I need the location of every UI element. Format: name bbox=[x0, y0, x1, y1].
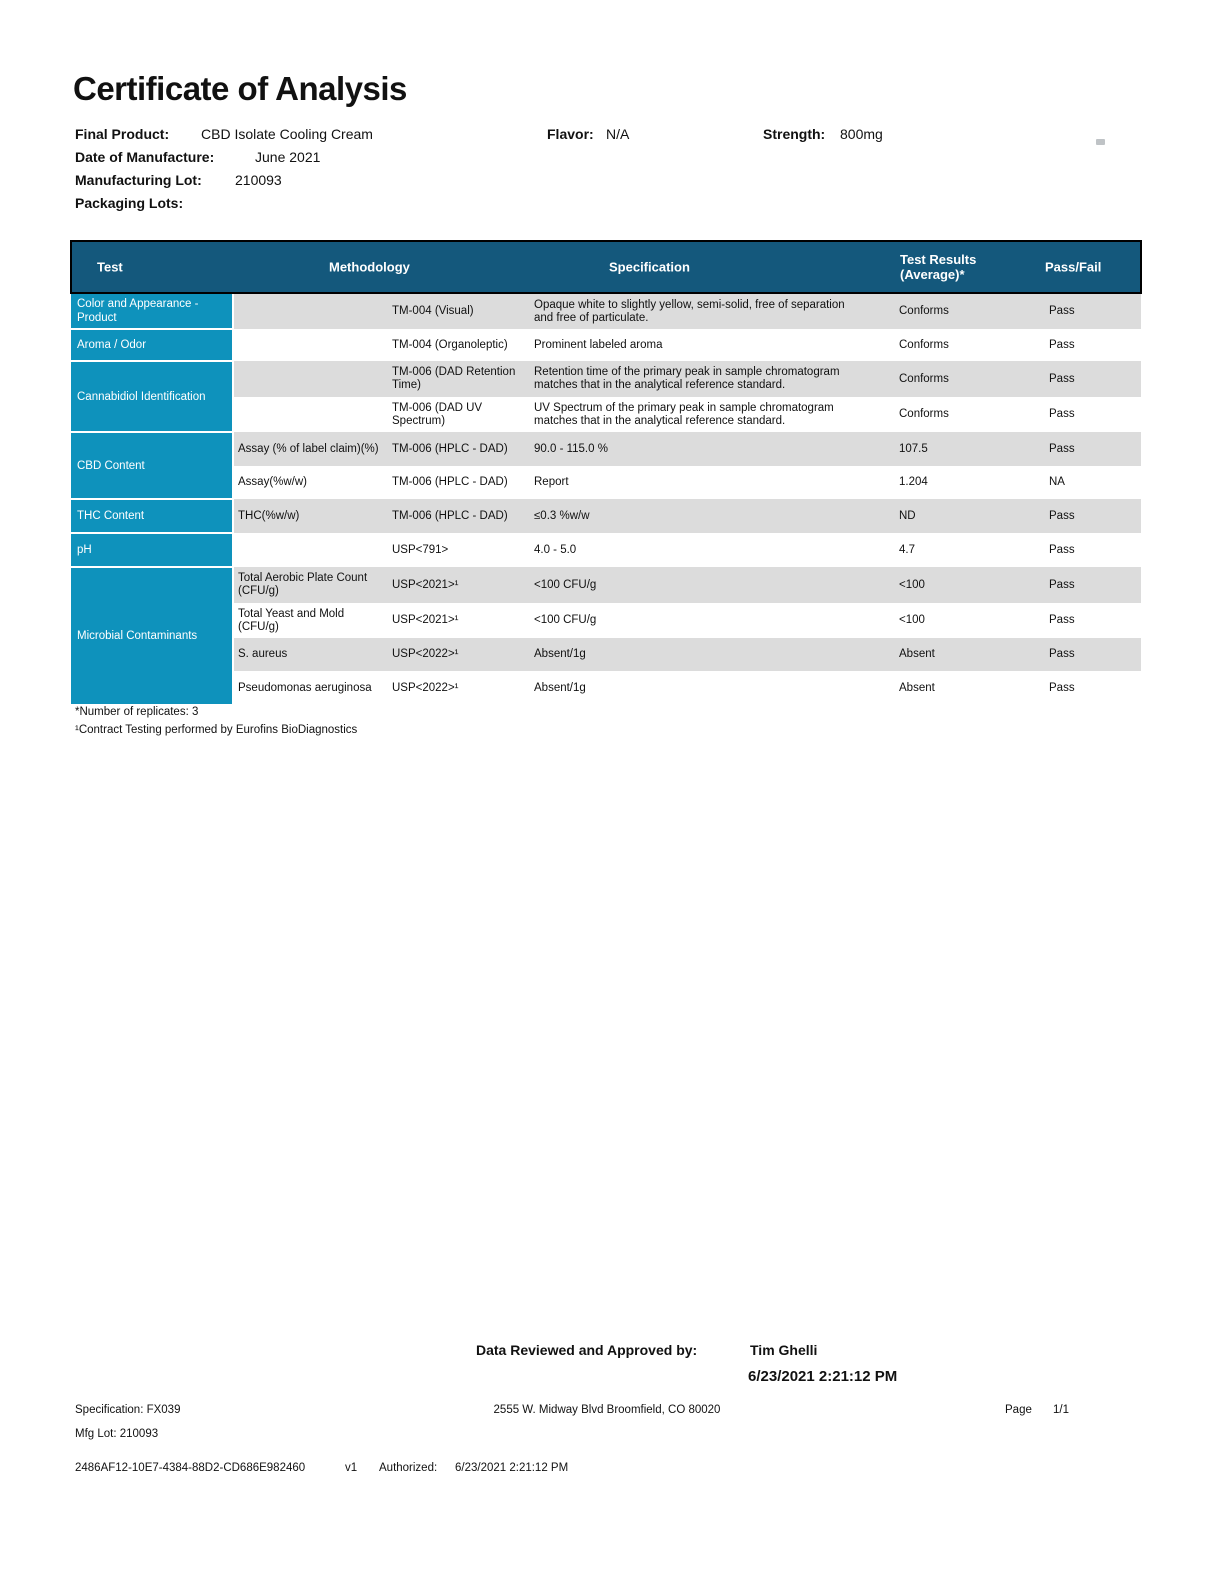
pass-fail-cell: Pass bbox=[1049, 338, 1075, 351]
sub-test-cell bbox=[233, 533, 389, 567]
result-cell: <100 bbox=[896, 567, 1041, 603]
sub-test-cell: Total Aerobic Plate Count (CFU/g) bbox=[233, 567, 389, 603]
result-cell: Absent bbox=[896, 638, 1041, 671]
specification-cell: Prominent labeled aroma bbox=[534, 338, 663, 351]
pass-fail-cell: Pass bbox=[1049, 408, 1075, 420]
methodology-cell: TM-004 (Visual) bbox=[389, 293, 531, 329]
methodology-cell: USP<791> bbox=[392, 543, 449, 556]
sub-test-cell: Assay (% of label claim)(%) bbox=[233, 432, 389, 466]
test-group-label: Aroma / Odor bbox=[71, 329, 233, 361]
result-cell: 1.204 bbox=[899, 476, 928, 488]
footer-page-label: Page bbox=[1005, 1404, 1032, 1416]
methodology-cell: USP<2021>¹ bbox=[389, 567, 531, 603]
methodology-cell: TM-006 (HPLC - DAD) bbox=[392, 476, 508, 488]
specification-cell: UV Spectrum of the primary peak in sample chromatogram matches that in the analytical reference standard. bbox=[534, 401, 834, 427]
strength-value: 800mg bbox=[840, 126, 883, 142]
table-row bbox=[71, 533, 1141, 567]
column-header-specification: Specification bbox=[609, 259, 690, 275]
approval-datetime: 6/23/2021 2:21:12 PM bbox=[748, 1368, 898, 1385]
result-cell: Conforms bbox=[896, 361, 1041, 397]
flavor-label: Flavor: bbox=[547, 126, 594, 142]
footer-page-value: 1/1 bbox=[1053, 1404, 1069, 1416]
strength-label: Strength: bbox=[763, 126, 826, 142]
approved-by-label: Data Reviewed and Approved by: bbox=[476, 1342, 698, 1358]
sub-test-cell bbox=[233, 361, 389, 397]
methodology-cell: USP<2022>¹ bbox=[392, 681, 459, 694]
test-group-label: Cannabidiol Identification bbox=[71, 361, 233, 432]
result-cell: Conforms bbox=[899, 408, 949, 420]
pass-fail-cell: Pass bbox=[1049, 543, 1075, 556]
table-row bbox=[71, 432, 1141, 466]
column-header-pass-fail: Pass/Fail bbox=[1045, 259, 1102, 275]
test-group-label: THC Content bbox=[71, 499, 233, 533]
test-group-label: pH bbox=[71, 533, 233, 567]
specification-cell: 90.0 - 115.0 % bbox=[531, 432, 896, 466]
methodology-cell: TM-006 (DAD Retention Time) bbox=[389, 361, 531, 397]
test-group-label: Microbial Contaminants bbox=[71, 567, 233, 705]
pass-fail-cell: Pass bbox=[1041, 499, 1141, 533]
pass-fail-cell: Pass bbox=[1041, 567, 1141, 603]
methodology-cell: TM-006 (DAD UV Spectrum) bbox=[392, 401, 483, 427]
test-group-label: CBD Content bbox=[71, 432, 233, 499]
table-row bbox=[71, 361, 1141, 397]
result-cell: Absent bbox=[899, 681, 935, 694]
pass-fail-cell: Pass bbox=[1049, 681, 1075, 694]
sub-test-cell bbox=[233, 329, 389, 361]
methodology-cell: USP<2022>¹ bbox=[389, 638, 531, 671]
result-cell: 107.5 bbox=[896, 432, 1041, 466]
column-header-test: Test bbox=[97, 259, 123, 275]
pass-fail-cell: Pass bbox=[1041, 293, 1141, 329]
footer-specification: Specification: FX039 bbox=[75, 1404, 181, 1416]
specification-cell: Absent/1g bbox=[531, 638, 896, 671]
sub-test-cell: Assay(%w/w) bbox=[238, 476, 308, 488]
pass-fail-cell: NA bbox=[1049, 476, 1065, 488]
scan-artifact bbox=[1096, 139, 1105, 145]
footnote-replicates: *Number of replicates: 3 bbox=[75, 706, 199, 718]
table-row bbox=[71, 329, 1141, 361]
pass-fail-cell: Pass bbox=[1041, 638, 1141, 671]
approver-name: Tim Ghelli bbox=[750, 1342, 818, 1358]
packaging-lots-label: Packaging Lots: bbox=[75, 195, 184, 211]
date-of-manufacture-value: June 2021 bbox=[255, 149, 321, 165]
specification-cell: ≤0.3 %w/w bbox=[531, 499, 896, 533]
methodology-cell: TM-006 (HPLC - DAD) bbox=[389, 499, 531, 533]
footer-address: 2555 W. Midway Blvd Broomfield, CO 80020 bbox=[493, 1404, 721, 1416]
footer-mfg-lot: Mfg Lot: 210093 bbox=[75, 1428, 159, 1440]
manufacturing-lot-value: 210093 bbox=[235, 172, 282, 188]
footer-version: v1 bbox=[345, 1462, 358, 1474]
pass-fail-cell: Pass bbox=[1041, 432, 1141, 466]
result-cell: Conforms bbox=[899, 338, 949, 351]
methodology-cell: TM-004 (Organoleptic) bbox=[392, 338, 508, 351]
result-cell: Conforms bbox=[896, 293, 1041, 329]
specification-cell: <100 CFU/g bbox=[534, 614, 597, 626]
result-cell: <100 bbox=[899, 614, 925, 626]
specification-cell: Opaque white to slightly yellow, semi-solid, free of separation and free of particulate. bbox=[531, 293, 896, 329]
final-product-value: CBD Isolate Cooling Cream bbox=[201, 126, 373, 142]
approval-block bbox=[0, 1338, 1214, 1398]
result-cell: 4.7 bbox=[899, 543, 915, 556]
table-row bbox=[71, 499, 1141, 533]
table-header-row bbox=[71, 241, 1141, 293]
results-table bbox=[70, 240, 1140, 706]
manufacturing-lot-label: Manufacturing Lot: bbox=[75, 172, 202, 188]
sub-test-cell: THC(%w/w) bbox=[233, 499, 389, 533]
specification-cell: Report bbox=[534, 476, 569, 488]
specification-cell: 4.0 - 5.0 bbox=[534, 543, 577, 556]
pass-fail-cell: Pass bbox=[1049, 614, 1075, 626]
specification-cell: Absent/1g bbox=[534, 681, 586, 694]
column-header-methodology: Methodology bbox=[329, 259, 410, 275]
specification-cell: Retention time of the primary peak in sample chromatogram matches that in the analytical reference standard. bbox=[531, 361, 896, 397]
footer-authorized-value: 6/23/2021 2:21:12 PM bbox=[455, 1462, 569, 1474]
sub-test-cell bbox=[233, 397, 389, 432]
table-row bbox=[71, 567, 1141, 603]
table-row bbox=[71, 293, 1141, 329]
footer-doc-id: 2486AF12-10E7-4384-88D2-CD686E982460 bbox=[75, 1462, 306, 1474]
methodology-cell: TM-006 (HPLC - DAD) bbox=[389, 432, 531, 466]
test-group-label: Color and Appearance - Product bbox=[71, 293, 233, 329]
final-product-label: Final Product: bbox=[75, 126, 170, 142]
column-header-test-results: Test Results (Average)* bbox=[900, 252, 977, 282]
specification-cell: <100 CFU/g bbox=[531, 567, 896, 603]
sub-test-cell bbox=[233, 293, 389, 329]
page-title: Certificate of Analysis bbox=[73, 70, 407, 107]
sub-test-cell: S. aureus bbox=[233, 638, 389, 671]
date-of-manufacture-label: Date of Manufacture: bbox=[75, 149, 215, 165]
result-cell: ND bbox=[896, 499, 1041, 533]
footer-authorized-label: Authorized: bbox=[379, 1462, 438, 1474]
sub-test-cell: Pseudomonas aeruginosa bbox=[238, 681, 372, 694]
sub-test-cell: Total Yeast and Mold (CFU/g) bbox=[238, 607, 345, 633]
flavor-value: N/A bbox=[606, 126, 630, 142]
table-footnotes bbox=[75, 703, 357, 739]
pass-fail-cell: Pass bbox=[1041, 361, 1141, 397]
footnote-contract-testing: ¹Contract Testing performed by Eurofins BioDiagnostics bbox=[75, 724, 358, 736]
header-fields bbox=[75, 126, 1145, 216]
methodology-cell: USP<2021>¹ bbox=[392, 614, 459, 626]
